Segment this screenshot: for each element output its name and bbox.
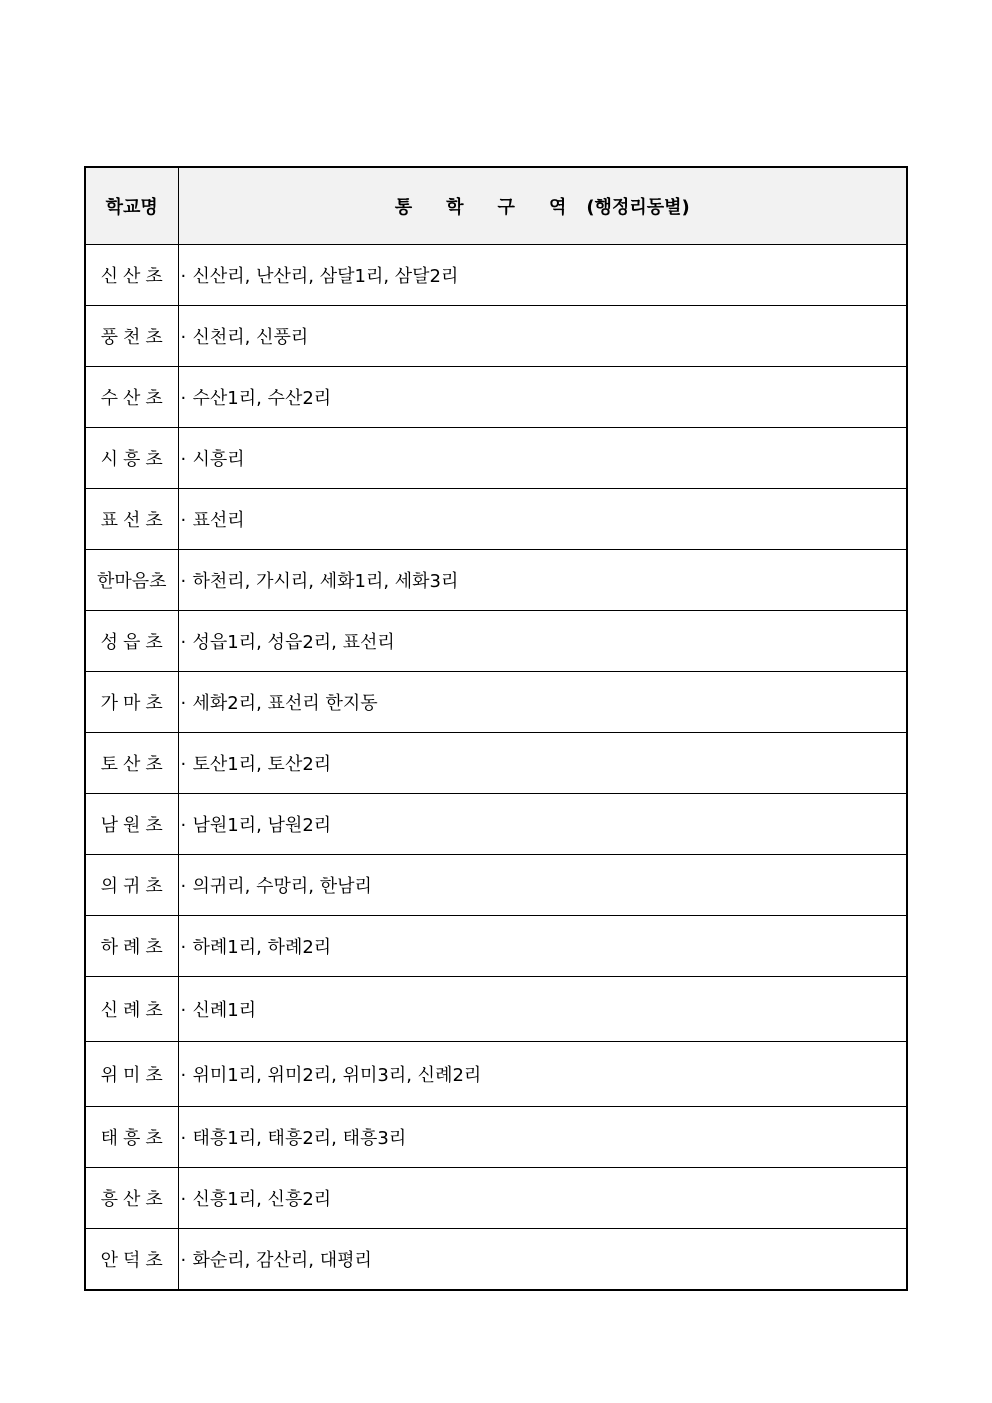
district-text: 의귀리, 수망리, 한남리 bbox=[192, 876, 372, 897]
district-cell bbox=[178, 1107, 907, 1168]
bullet-marker: · bbox=[180, 937, 187, 958]
district-text: 성읍1리, 성읍2리, 표선리 bbox=[192, 632, 395, 653]
header-district-suffix: (행정리동별) bbox=[586, 197, 690, 218]
school-name-cell: 흥산초 bbox=[85, 1168, 178, 1229]
school-name-cell: 가마초 bbox=[85, 672, 178, 733]
district-cell bbox=[178, 428, 907, 489]
table-row bbox=[85, 733, 907, 794]
district-text: 신산리, 난산리, 삼달1리, 삼달2리 bbox=[192, 266, 459, 287]
table-row bbox=[85, 1229, 907, 1291]
district-text: 남원1리, 남원2리 bbox=[192, 815, 332, 836]
district-text: 토산1리, 토산2리 bbox=[192, 754, 332, 775]
table-row bbox=[85, 1107, 907, 1168]
bullet-marker: · bbox=[180, 327, 187, 348]
bullet-marker: · bbox=[180, 266, 187, 287]
bullet-marker: · bbox=[180, 754, 187, 775]
header-district-char: 통 bbox=[394, 197, 413, 218]
district-cell bbox=[178, 367, 907, 428]
bullet-marker: · bbox=[180, 693, 187, 714]
district-cell bbox=[178, 916, 907, 977]
bullet-marker: · bbox=[180, 449, 187, 470]
school-name-cell: 하례초 bbox=[85, 916, 178, 977]
bullet-marker: · bbox=[180, 1250, 187, 1271]
school-name-cell: 수산초 bbox=[85, 367, 178, 428]
school-name-cell: 토산초 bbox=[85, 733, 178, 794]
table-row bbox=[85, 1042, 907, 1107]
school-name-cell: 표선초 bbox=[85, 489, 178, 550]
district-cell bbox=[178, 1229, 907, 1291]
district-text: 태흥1리, 태흥2리, 태흥3리 bbox=[192, 1128, 407, 1149]
district-cell bbox=[178, 611, 907, 672]
district-text: 하례1리, 하례2리 bbox=[192, 937, 332, 958]
bullet-marker: · bbox=[180, 510, 187, 531]
school-name-cell: 안덕초 bbox=[85, 1229, 178, 1291]
district-text: 하천리, 가시리, 세화1리, 세화3리 bbox=[192, 571, 459, 592]
school-name-cell: 한마음초 bbox=[85, 550, 178, 611]
district-cell bbox=[178, 306, 907, 367]
bullet-marker: · bbox=[180, 1128, 187, 1149]
header-school-name: 학교명 bbox=[85, 167, 178, 245]
district-text: 화순리, 감산리, 대평리 bbox=[192, 1250, 372, 1271]
header-district-char: 학 bbox=[446, 197, 464, 218]
table-row bbox=[85, 367, 907, 428]
table-row bbox=[85, 672, 907, 733]
bullet-marker: · bbox=[180, 388, 187, 409]
district-text: 신천리, 신풍리 bbox=[192, 327, 309, 348]
header-district bbox=[178, 167, 907, 245]
table-row bbox=[85, 611, 907, 672]
district-cell bbox=[178, 1042, 907, 1107]
district-cell bbox=[178, 672, 907, 733]
district-text: 신례1리 bbox=[192, 1000, 257, 1021]
school-name-cell: 신례초 bbox=[85, 977, 178, 1042]
district-cell bbox=[178, 855, 907, 916]
school-name-cell: 풍천초 bbox=[85, 306, 178, 367]
table-row bbox=[85, 1168, 907, 1229]
district-text: 신흥1리, 신흥2리 bbox=[192, 1189, 332, 1210]
table-row bbox=[85, 245, 907, 306]
district-text: 세화2리, 표선리 한지동 bbox=[192, 693, 378, 714]
district-text: 위미1리, 위미2리, 위미3리, 신례2리 bbox=[192, 1065, 482, 1086]
school-district-table bbox=[84, 166, 908, 1291]
school-name-cell: 성읍초 bbox=[85, 611, 178, 672]
table-row bbox=[85, 306, 907, 367]
bullet-marker: · bbox=[180, 815, 187, 836]
bullet-marker: · bbox=[180, 1189, 187, 1210]
table-row bbox=[85, 916, 907, 977]
table-row bbox=[85, 794, 907, 855]
school-name-cell: 남원초 bbox=[85, 794, 178, 855]
bullet-marker: · bbox=[180, 1000, 187, 1021]
district-cell bbox=[178, 245, 907, 306]
table-row bbox=[85, 550, 907, 611]
district-cell bbox=[178, 1168, 907, 1229]
district-cell bbox=[178, 977, 907, 1042]
district-cell bbox=[178, 794, 907, 855]
bullet-marker: · bbox=[180, 632, 187, 653]
school-name-cell: 태흥초 bbox=[85, 1107, 178, 1168]
table-row bbox=[85, 489, 907, 550]
district-text: 수산1리, 수산2리 bbox=[192, 388, 332, 409]
district-cell bbox=[178, 550, 907, 611]
table-row bbox=[85, 977, 907, 1042]
district-text: 시흥리 bbox=[192, 449, 245, 470]
district-cell bbox=[178, 489, 907, 550]
school-name-cell: 의귀초 bbox=[85, 855, 178, 916]
header-district-char: 구 bbox=[497, 197, 515, 218]
bullet-marker: · bbox=[180, 1065, 187, 1086]
district-text: 표선리 bbox=[192, 510, 245, 531]
school-name-cell: 위미초 bbox=[85, 1042, 178, 1107]
district-cell bbox=[178, 733, 907, 794]
bullet-marker: · bbox=[180, 571, 187, 592]
table-header-row bbox=[85, 167, 907, 245]
school-name-cell: 시흥초 bbox=[85, 428, 178, 489]
header-district-char: 역 bbox=[548, 197, 567, 218]
table-row bbox=[85, 855, 907, 916]
school-name-cell: 신산초 bbox=[85, 245, 178, 306]
bullet-marker: · bbox=[180, 876, 187, 897]
table-row bbox=[85, 428, 907, 489]
